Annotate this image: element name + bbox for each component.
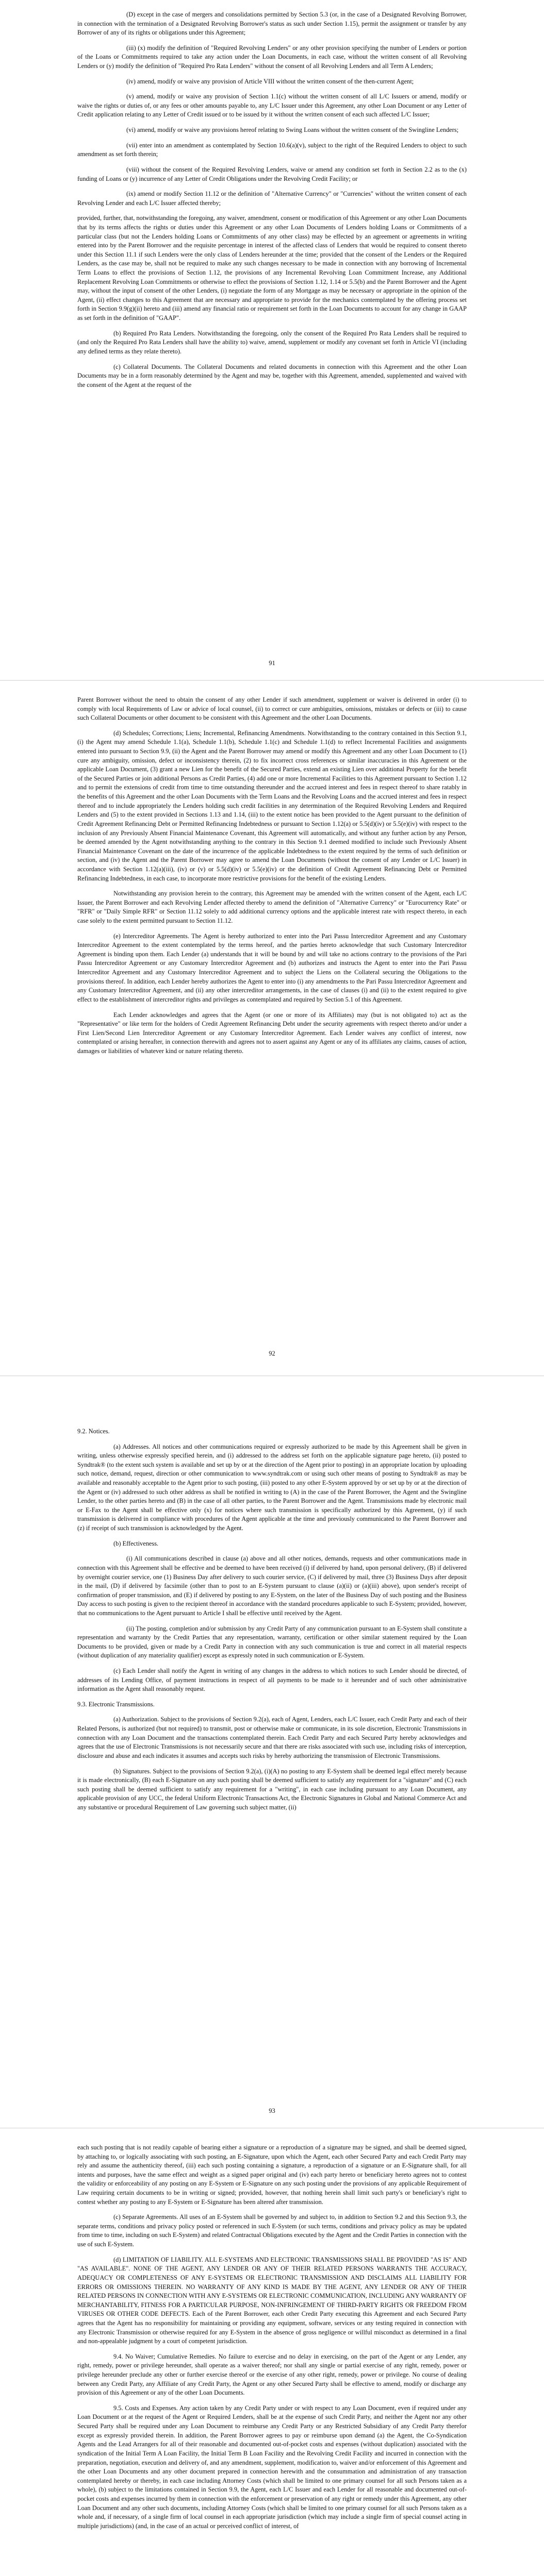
paragraph: (a) Addresses. All notices and other communications required or expressly authorized to be made by this Agreement shall be given in writing, unless otherwise expressly specified herein, and (i) addressed to the address set forth on the applicable signature page hereto, (ii) posted to Syndtrak® (to the extent such system is available and set up by or at the direction of the Agent prior to posting) in an appropriate location by uploading such notice, demand, request, direction or other communication to www.syndtrak.com or using such other means of posting to Syndtrak® as may be available and reasonably acceptable to the Agent prior to such posting, (iii) posted to any other E-System approved by or set up by or at the direction of the Agent or (iv) addressed to such other address as shall be notified in writing to (A) in the case of the Parent Borrower, the Agent and the Swingline Lender, to the other parties hereto and (B) in the case of all other parties, to the Parent Borrower and the Agent. Transmissions made by electronic mail or E-Fax to the Agent shall be effective only (x) for notices where such transmission is specifically authorized by this Agreement, (y) if such transmission is delivered in compliance with procedures of the Agent applicable at the time and previously communicated to the Parent Borrower and (z) if receipt of such transmission is acknowledged by the Agent. — [77, 1443, 467, 1532]
paragraph: each such posting that is not readily capable of bearing either a signature or a reproduction of a signature may be signed, and shall be deemed signed, by attaching to, or logically associating with such posting, an E-Signature, upon which the Agent, each other Secured Party and each Credit Party may rely and assume the authenticity thereof, (iii) each such posting containing a signature, a reproduction of a signature or an E-Signature shall, for all intents and purposes, have the same effect and weight as a signed paper original and (iv) each party hereto or beneficiary hereto agrees not to contest the validity or enforceability of any posting on any E-System or E-Signature on any such posting under the provisions of any applicable Requirement of Law requiring certain documents to be in writing or signed; provided, however, that nothing herein shall limit such party's or beneficiary's right to contest whether any posting to any E-System or E-Signature has been altered after transmission. — [77, 2144, 467, 2206]
paragraph: Notwithstanding any provision herein to the contrary, this Agreement may be amended with the written consent of the Agent, each L/C Issuer, the Parent Borrower and each Revolving Lender affected thereby to amend the definition of "Alternative Currency" or "Eurocurrency Rate" or "RFR" or "Daily Simple RFR" or Section 11.12 solely to add additional currency options and the applicable interest rate with respect thereto, in each case solely to the extent permitted pursuant to Section 11.12. — [77, 890, 467, 925]
page-number: 93 — [269, 2107, 275, 2114]
paragraph: Parent Borrower without the need to obtain the consent of any other Lender if such amendment, supplement or waiver is delivered in order (i) to comply with local Requirements of Law or advice of local counsel, (ii) to correct or cure ambiguities, omissions, mistakes or defects or (iii) to cause such Collateral Documents or other document to be consistent with this Agreement and the other Loan Documents. — [77, 696, 467, 722]
paragraph: (vi) amend, modify or waive any provisions hereof relating to Swing Loans without the written consent of the Swingline Lenders; — [126, 126, 459, 134]
paragraph: 9.4. No Waiver; Cumulative Remedies. No failure to exercise and no delay in exercising, on the part of the Agent or any Lender, any right, remedy, power or privilege hereunder, shall operate as a waiver thereof; nor shall any single or partial exercise of any right, remedy, power or privilege hereunder preclude any other or further exercise thereof or the exercise of any other right, remedy, power or privilege. No course of dealing between any Credit Party, any Affiliate of any Credit Party, the Agent or any other Secured Party shall be effective to amend, modify or discharge any provision of this Agreement or any of the other Loan Documents. — [77, 2352, 467, 2397]
paragraph: (d) LIMITATION OF LIABILITY. ALL E-SYSTEMS AND ELECTRONIC TRANSMISSIONS SHALL BE PROVIDED "AS IS" AND "AS AVAILABLE". NONE OF THE AGENT, ANY LENDER OR ANY OF THEIR RELATED PERSONS WARRANTS THE ACCURACY, ADEQUACY OR COMPLETENESS OF ANY E-SYSTEMS OR ELECTRONIC TRANSMISSION AND DISCLAIMS ALL LIABILITY FOR ERRORS OR OMISSIONS THEREIN. NO WARRANTY OF ANY KIND IS MADE BY THE AGENT, ANY LENDER OR ANY OF THEIR RELATED PERSONS IN CONNECTION WITH ANY E-SYSTEMS OR ELECTRONIC COMMUNICATION, INCLUDING ANY WARRANTY OF MERCHANTABILITY, FITNESS FOR A PARTICULAR PURPOSE, NON-INFRINGEMENT OF THIRD-PARTY RIGHTS OR FREEDOM FROM VIRUSES OR OTHER CODE DEFECTS. Each of the Parent Borrower, each other Credit Party executing this Agreement and each Secured Party agrees that the Agent has no responsibility for maintaining or providing any equipment, software, services or any testing required in connection with any Electronic Transmission or otherwise required for any E-System in the absence of gross negligence or willful misconduct as determined in a final and non-appealable judgment by a court of competent jurisdiction. — [77, 2256, 467, 2345]
paragraph: (vii) enter into an amendment as contemplated by Section 10.6(a)(v), subject to the right of the Required Lenders to object to such amendment as set forth therein; — [77, 141, 467, 158]
paragraph: (D) except in the case of mergers and consolidations permitted by Section 5.3 (or, in the case of a Designated Revolving Borrower, in connection with the termination of a Designated Revolving Borrower's status as such under Section 1.15), permit the assignment or transfer by any Borrower of any of its rights or obligations under this Agreement; — [77, 11, 467, 37]
page-divider — [0, 680, 544, 681]
paragraph: (b) Effectiveness. — [113, 1539, 159, 1547]
paragraph: (e) Intercreditor Agreements. The Agent is hereby authorized to enter into the Pari Passu Intercreditor Agreement and any Customary Intercreditor Agreement to the extent contemplated by the terms hereof, and the parties hereto acknowledge that such Customary Intercreditor Agreement is binding upon them. Each Lender (a) understands that it will be bound by and will take no actions contrary to the provisions of the Pari Passu Intercreditor Agreement or any Customary Intercreditor Agreement and (b) authorizes and instructs the Agent to enter into the Pari Passu Intercreditor Agreement and any Customary Intercreditor Agreement and to subject the Liens on the Collateral securing the Obligations to the provisions thereof. In addition, each Lender hereby authorizes the Agent to enter into (i) any amendments to the Pari Passu Intercreditor Agreement and any Customary Intercreditor Agreement, and (ii) any other intercreditor arrangements, in the case of clauses (i) and (ii) to the extent required to give effect to the establishment of intercreditor rights and privileges as contemplated and required by Section 5.1 of this Agreement. — [77, 932, 467, 1003]
paragraph: (i) All communications described in clause (a) above and all other notices, demands, requests and other communications made in connection with this Agreement shall be effective and be deemed to have been received (i) if delivered by hand, upon personal delivery, (B) if delivered by overnight courier service, one (1) Business Day after delivery to such courier service, (C) if delivered by mail, three (3) Business Days after deposit in the mail, (D) if delivered by facsimile (other than to post to an E-System pursuant to clause (a)(ii) or (a)(iii) above), upon sender's receipt of confirmation of proper transmission, and (E) if delivered by posting to any E-System, on the later of the Business Day of such posting and the Business Day access to such posting is given to the recipient thereof in accordance with the standard procedures applicable to such E-System; provided, however, that no communications to the Agent pursuant to Article I shall be effective until received by the Agent. — [77, 1555, 467, 1617]
paragraph: Each Lender acknowledges and agrees that the Agent (or one or more of its Affiliates) may (but is not obligated to) act as the "Representative" or like term for the holders of Credit Agreement Refinancing Debt under the security agreements with respect thereto and/or under a First Lien/Second Lien Intercreditor Agreement or any Customary Intercreditor Agreement. Each Lender waives any conflict of interest, now contemplated or arising hereafter, in connection therewith and agrees not to assert against any Agent or any of its affiliates any claims, causes of action, damages or liabilities of whatever kind or nature relating thereto. — [77, 1011, 467, 1055]
paragraph: (b) Required Pro Rata Lenders. Notwithstanding the foregoing, only the consent of the Required Pro Rata Lenders shall be required to (and only the Required Pro Rata Lenders shall have the ability to) waive, amend, supplement or modify any covenant set forth in Article VI (including any defined terms as they relate thereto). — [77, 329, 467, 355]
paragraph: (d) Schedules; Corrections; Liens; Incremental, Refinancing Amendments. Notwithstanding to the contrary contained in this Section 9.1, (i) the Agent may amend Schedule 1.1(a), Schedule 1.1(b), Schedule 1.1(c) and Schedule 1.1(d) to reflect Incremental Facilities and assignments entered into pursuant to Section 9.9, (ii) the Agent and the Parent Borrower may amend or modify this Agreement and any other Loan Document to (1) cure any ambiguity, omission, defect or inconsistency therein, (2) to fix incorrect cross references or similar inaccuracies in this Agreement or the applicable Loan Document, (3) grant a new Lien for the benefit of the Secured Parties, extend an existing Lien over additional Property for the benefit of the Secured Parties or join additional Persons as Credit Parties, (4) add one or more Incremental Facilities to this Agreement pursuant to Section 1.12 and to permit the extensions of credit from time to time outstanding thereunder and the accrued interest and fees in respect thereof to share ratably in the benefits of this Agreement and the other Loan Documents with the Term Loans and the Revolving Loans and the accrued interest and fees in respect thereof and to include appropriately the Lenders holding such credit facilities in any determination of the Required Revolving Lenders and Required Lenders and (5) to the extent provided in Sections 1.13 and 1.14, (iii) to the extent notice has been provided to the Agent pursuant to the definition of Credit Agreement Refinancing Debt or Permitted Refinancing Indebtedness or pursuant to Section 1.12(a) or 5.5(d)(iv) or 5.5(e)(iv) with respect to the inclusion of any Previously Absent Financial Maintenance Covenant, this Agreement will automatically, and without any further action by any Person, be deemed amended by the Agent notwithstanding anything to the contrary in this Section 9.1 deemed modified to include such Previously Absent Financial Maintenance Covenant on the date of the incurrence of the applicable Indebtedness to the extent required by the terms of such definition or section, and (iv) the Agent and the Parent Borrower may agree to amend the Loan Documents (without the consent of any Lender or L/C Issuer) in accordance with Section 1.12(a)(iii), (iv) or (v) or 5.5(d)(iv) or 5.5(e)(iv) or the definition of Credit Agreement Refinancing Debt or Permitted Refinancing Indebtedness, in each case, to incorporate more restrictive provisions for the benefit of the existing Lenders. — [77, 729, 467, 882]
document-page-2 — [0, 696, 544, 1062]
section-heading: 9.3. Electronic Transmissions. — [77, 1700, 155, 1708]
page-number: 92 — [269, 1350, 275, 1357]
document-page-3 — [0, 1427, 544, 1819]
paragraph: provided, further, that, notwithstanding the foregoing, any waiver, amendment, consent or modification of this Agreement or any other Loan Documents that by its terms affects the rights or duties under this Agreement or any other Loan Documents of Lenders holding Loans or Commitments of a particular class (but not the Lenders holding Loans or Commitments of any other class) may be effected by an agreement or agreements in writing entered into by the Parent Borrower and the requisite percentage in interest of the affected class of Lenders that would be required to consent thereto under this Section 11.1 if such Lenders were the only class of Lenders hereunder at the time; provided that the consent of the Lenders or the Required Lenders, as the case may be, shall not be required to make any such changes necessary to be made in connection with any borrowing of Incremental Term Loans to effect the provisions of Section 1.12, the provisions of any Incremental Revolving Loan Commitment Increase, any Additional Replacement Revolving Loan Commitments or otherwise to effect the provisions of Section 1.12, 1.14 or 5.5(b) and the Parent Borrower and the Agent may, without the input of consent of the other Lenders, (i) negotiate the form of any Mortgage as may be necessary or appropriate in the opinion of the Agent, (ii) effect changes to this Agreement that are necessary and appropriate to provide for the mechanics contemplated by the offering process set forth in Section 9.9(g)(ii) hereto and (iii) amend any financial ratio or requirement set forth in the Loan Documents to account for any change in GAAP as set forth in the definition of "GAAP". — [77, 214, 467, 322]
document-page-1 — [0, 0, 544, 396]
paragraph: (a) Authorization. Subject to the provisions of Section 9.2(a), each of Agent, Lenders, each L/C Issuer, each Credit Party and each of their Related Persons, is authorized (but not required) to transmit, post or otherwise make or communicate, in its sole discretion, Electronic Transmissions in connection with any Loan Document and the transactions contemplated therein. Each Credit Party and each Secured Party hereby acknowledges and agrees that the use of Electronic Transmissions is not necessarily secure and that there are risks associated with such use, including risks of interception, disclosure and abuse and each indicates it assumes and accepts such risks by hereby authorizing the transmission of Electronic Transmissions. — [77, 1716, 467, 1759]
paragraph: (c) Each Lender shall notify the Agent in writing of any changes in the address to which notices to such Lender should be directed, of addresses of its Lending Office, of payment instructions in respect of all payments to be made to it hereunder and of such other administrative information as the Agent shall reasonably request. — [77, 1667, 467, 1693]
paragraph: (c) Separate Agreements. All uses of an E-System shall be governed by and subject to, in addition to Section 9.2 and this Section 9.3, the separate terms, conditions and privacy policy posted or referenced in such E-System (or such terms, conditions and privacy policy as may be updated from time to time, including on such E-System) and related Contractual Obligations executed by the Agent and the Credit Parties in connection with the use of such E-System. — [77, 2213, 467, 2248]
paragraph: (c) Collateral Documents. The Collateral Documents and related documents in connection with this Agreement and the other Loan Documents may be in a form reasonably determined by the Agent and may be, together with this Agreement, amended, supplemented and waived with the consent of the Agent at the request of the — [77, 363, 467, 388]
paragraph: (v) amend, modify or waive any provision of Section 1.1(c) without the written consent of all L/C Issuers or amend, modify or waive the rights or duties of, or any fees or other amounts payable to, any L/C Issuer under this Agreement, any other Loan Document or any Letter of Credit application relating to any Letter of Credit issued or to be issued by it without the written consent of each such affected L/C Issuer; — [77, 93, 467, 118]
paragraph: (b) Signatures. Subject to the provisions of Section 9.2(a), (i)(A) no posting to any E-System shall be deemed legal effect merely because it is made electronically, (B) each E-Signature on any such posting shall be deemed sufficient to satisfy any requirement for a "signature" and (C) each such posting shall be deemed sufficient to satisfy any requirement for a "writing", in each case including pursuant to any Loan Document, any applicable provision of any UCC, the federal Uniform Electronic Transactions Act, the Electronic Signatures in Global and National Commerce Act and any substantive or procedural Requirement of Law governing such subject matter, (ii) — [77, 1767, 467, 1811]
page-number: 91 — [269, 659, 275, 667]
paragraph: (iv) amend, modify or waive any provision of Article VIII without the written consent of the then-current Agent; — [126, 77, 414, 85]
paragraph: (viii) without the consent of the Required Revolving Lenders, waive or amend any condition set forth in Section 2.2 as to the (x) funding of Loans or (y) incurrence of any Letter of Credit Obligations under the Revolving Credit Facility; or — [77, 165, 467, 182]
paragraph: (ix) amend or modify Section 11.12 or the definition of "Alternative Currency" or "Currencies" without the written consent of each Revolving Lender and each L/C Issuer affected thereby; — [77, 190, 467, 207]
paragraph: (iii) (x) modify the definition of "Required Revolving Lenders" or any other provision specifying the number of Lenders or portion of the Loans or Commitments required to take any action under the Loan Documents, in each case, without the written consent of all Revolving Lenders or (y) modify the definition of "Required Pro Rata Lenders" without the consent of all Revolving Lenders and all Term A Lenders; — [77, 44, 467, 70]
section-heading: 9.2. Notices. — [77, 1428, 110, 1435]
paragraph: (ii) The posting, completion and/or submission by any Credit Party of any communication pursuant to an E-System shall constitute a representation and warranty by the Credit Parties that any representation, warranty, certification or other similar statement required by the Loan Documents to be provided, given or made by a Credit Party in connection with any such communication is true and correct in all material respects (without duplication of any materiality qualifier) except as expressly noted in such communication or E-System. — [77, 1624, 467, 1659]
document-page-4 — [0, 2143, 544, 2537]
paragraph: 9.5. Costs and Expenses. Any action taken by any Credit Party under or with respect to any Loan Document, even if required under any Loan Document or at the request of the Agent or Required Lenders, shall be at the expense of such Credit Party, and neither the Agent nor any other Secured Party shall be required under any Loan Document to reimburse any Credit Party or any Restricted Subsidiary of any Credit Party therefor except as expressly provided therein. In addition, the Parent Borrower agrees to pay or reimburse upon demand (a) the Agent, the Co-Syndication Agents and the Lead Arrangers for all of their reasonable and documented out-of-pocket costs and expenses (without duplication) associated with the syndication of the Initial Term A Loan Facility, the Initial Term B Loan Facility and the Revolving Credit Facility and incurred in connection with the preparation, negotiation, execution and delivery of, and any amendment, supplement, modification to, waiver and/or enforcement of this Agreement and the other Loan Documents and any other document prepared in connection herewith and the consummation and administration of any transaction contemplated hereby or thereby, in each case including Attorney Costs (which shall be limited to one primary counsel for all such Persons taken as a whole), (b) subject to the limitations contained in Section 9.9, the Agent, each L/C Issuer and each Lender for all reasonable and documented out-of-pocket costs and expenses incurred by them in connection with the enforcement or preservation of any right or remedy under this Agreement, any other Loan Document and any other such documents, including Attorney Costs (which shall be limited to one primary counsel for all such Persons taken as a whole and, if necessary, of a single firm of local counsel in each appropriate jurisdiction (which may include a single firm of special counsel acting in multiple jurisdictions) (and, in the case of an actual or perceived conflict of interest, of — [77, 2404, 467, 2530]
